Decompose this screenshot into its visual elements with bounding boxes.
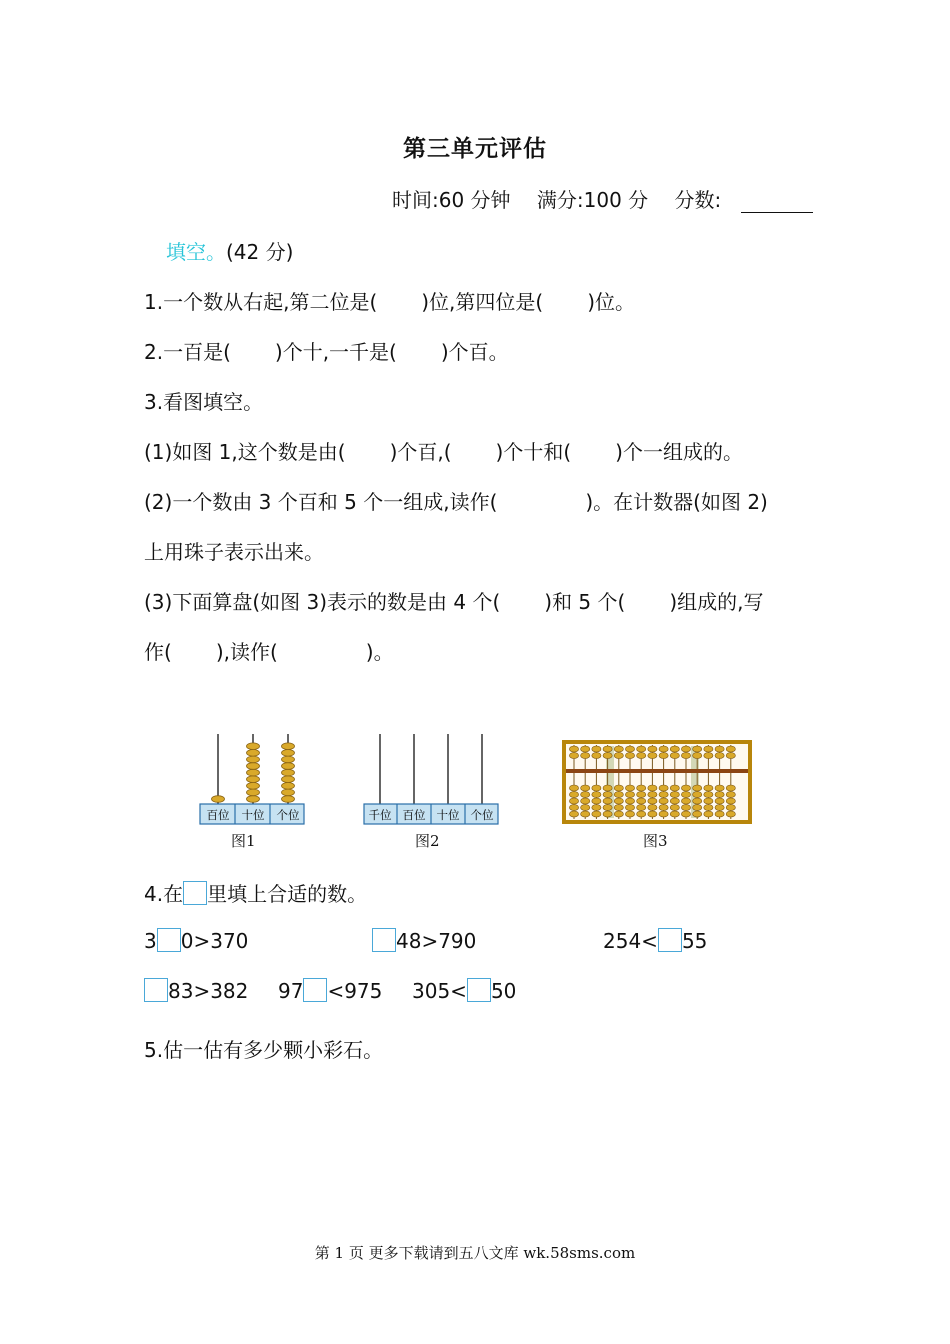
q4-expr-3 [603, 928, 707, 953]
counter-bead [247, 756, 260, 763]
question-3-3 [144, 586, 763, 615]
abacus-bead [581, 746, 590, 752]
abacus-bead [693, 792, 702, 798]
abacus-bead [715, 811, 724, 817]
abacus-bead [581, 811, 590, 817]
abacus-bead [581, 753, 590, 759]
answer-box[interactable] [372, 928, 396, 952]
abacus-bead [637, 798, 646, 804]
counter-bead [282, 769, 295, 776]
counter-bead [282, 789, 295, 796]
label-tens: 十位 [241, 808, 265, 822]
section-points: (42 分) [226, 240, 294, 264]
abacus-bead [614, 785, 623, 791]
q4-expr-2 [372, 928, 476, 953]
abacus-bead [670, 746, 679, 752]
abacus-bead [704, 792, 713, 798]
abacus-bead [637, 785, 646, 791]
abacus-bead [603, 811, 612, 817]
q4-part: 4.在 [144, 882, 184, 906]
q2-part: )个十,一千是( [274, 340, 397, 364]
abacus-bead [648, 805, 657, 811]
abacus-bead [681, 811, 690, 817]
q4-expr-5 [278, 978, 382, 1003]
abacus-bead [704, 811, 713, 817]
q3-2-part: )。在计数器(如图 2) [585, 490, 768, 514]
abacus-bead [704, 805, 713, 811]
abacus-bead [614, 746, 623, 752]
q3-3-part: )。 [365, 640, 394, 664]
abacus-bead [681, 792, 690, 798]
counter-bead [282, 750, 295, 757]
abacus-bead [603, 753, 612, 759]
question-4 [144, 878, 367, 907]
q1-part: 1.一个数从右起,第二位是( [144, 290, 378, 314]
abacus-bead [648, 811, 657, 817]
abacus-bead [670, 753, 679, 759]
counter-bead [247, 743, 260, 750]
answer-box[interactable] [144, 978, 168, 1002]
abacus-bead [625, 805, 634, 811]
abacus-bead [670, 785, 679, 791]
abacus-bead [592, 792, 601, 798]
answer-box[interactable] [157, 928, 181, 952]
score-label: 分数: [674, 188, 722, 212]
label-thousands: 千位 [368, 808, 392, 822]
abacus-bead [648, 746, 657, 752]
figure-2-counter [362, 730, 502, 830]
question-3-3-cont [144, 636, 394, 665]
counter-bead [282, 783, 295, 790]
abacus-bead [569, 798, 578, 804]
abacus-bead [603, 792, 612, 798]
abacus-bead [569, 785, 578, 791]
abacus-bead [693, 785, 702, 791]
abacus-bead [614, 792, 623, 798]
question-3-1 [144, 436, 743, 465]
q4-part: 里填上合适的数。 [207, 882, 368, 906]
q3-1-part: (1)如图 1,这个数是由( [144, 440, 346, 464]
counter-bead [247, 750, 260, 757]
abacus-bead [659, 798, 668, 804]
answer-box[interactable] [658, 928, 682, 952]
label-hundreds: 百位 [402, 808, 426, 822]
abacus-bead [592, 785, 601, 791]
abacus-bead [637, 805, 646, 811]
label-ones: 个位 [276, 808, 300, 822]
abacus-bead [726, 811, 735, 817]
expr-text: 97 [278, 979, 304, 1003]
abacus-bead [704, 746, 713, 752]
answer-box[interactable] [467, 978, 491, 1002]
abacus-bead [614, 753, 623, 759]
expr-text: 254< [603, 929, 658, 953]
abacus-bead [659, 792, 668, 798]
abacus-bead [569, 746, 578, 752]
score-blank[interactable] [741, 190, 813, 213]
abacus-bead [569, 753, 578, 759]
counter-bead [247, 776, 260, 783]
abacus-bead [681, 746, 690, 752]
abacus-bead [726, 753, 735, 759]
abacus-bead [670, 811, 679, 817]
abacus-bead [592, 811, 601, 817]
abacus-bead [726, 792, 735, 798]
label-hundreds: 百位 [206, 808, 230, 822]
q4-expr-1 [144, 928, 248, 953]
abacus-bead [603, 785, 612, 791]
abacus-bead [693, 805, 702, 811]
abacus-bead [637, 792, 646, 798]
q3-3-part: ),读作( [215, 640, 278, 664]
question-3-2-cont: 上用珠子表示出来。 [144, 540, 324, 564]
expr-text: 48>790 [396, 929, 477, 953]
abacus-bead [592, 746, 601, 752]
abacus-bead [648, 798, 657, 804]
q3-1-part: )个百,( [389, 440, 452, 464]
counter-bead [247, 763, 260, 770]
abacus-bead [603, 805, 612, 811]
abacus-bead [569, 792, 578, 798]
answer-box[interactable] [303, 978, 327, 1002]
section-heading [166, 236, 293, 265]
abacus-bead [581, 805, 590, 811]
q3-3-part: )和 5 个( [544, 590, 626, 614]
abacus-bead [637, 811, 646, 817]
abacus-bead [581, 785, 590, 791]
abacus-bead [693, 798, 702, 804]
abacus-bead [726, 746, 735, 752]
counter-bead [282, 776, 295, 783]
question-5: 5.估一估有多少颗小彩石。 [144, 1038, 384, 1062]
abacus-bead [625, 811, 634, 817]
abacus-bead [592, 753, 601, 759]
abacus-bead [637, 753, 646, 759]
q4-expr-4 [144, 978, 248, 1003]
abacus-bead [659, 785, 668, 791]
abacus-bead [659, 805, 668, 811]
abacus-bead [704, 785, 713, 791]
abacus-bead [603, 798, 612, 804]
abacus-bead [681, 785, 690, 791]
abacus-bead [603, 746, 612, 752]
page-footer: 第 1 页 更多下载请到五八文库 wk.58sms.com [314, 1244, 636, 1262]
abacus-bead [592, 798, 601, 804]
figure-3-abacus [562, 740, 752, 824]
question-3: 3.看图填空。 [144, 390, 264, 414]
counter-bead [282, 796, 295, 803]
counter-bead [247, 783, 260, 790]
abacus-bead [726, 798, 735, 804]
q3-3-part: )组成的,写 [669, 590, 764, 614]
abacus-bead [715, 785, 724, 791]
figure-3-caption: 图3 [643, 832, 668, 850]
expr-text: 83>382 [168, 979, 249, 1003]
abacus-bead [715, 798, 724, 804]
abacus-bead [670, 792, 679, 798]
abacus-bead [625, 753, 634, 759]
q1-part: )位,第四位是( [421, 290, 544, 314]
full-score: 满分:100 分 [536, 188, 649, 212]
q2-part: )个百。 [440, 340, 509, 364]
abacus-bead [681, 805, 690, 811]
abacus-bead [637, 746, 646, 752]
section-label: 填空。 [166, 240, 226, 264]
q3-2-part: (2)一个数由 3 个百和 5 个一组成,读作( [144, 490, 498, 514]
abacus-bead [726, 805, 735, 811]
q4-expr-6 [412, 978, 516, 1003]
figure-2-caption: 图2 [415, 832, 440, 850]
q3-1-part: )个十和( [495, 440, 572, 464]
abacus-bead [581, 798, 590, 804]
expr-text: 3 [144, 929, 157, 953]
expr-text: 55 [681, 929, 708, 953]
abacus-bead [715, 792, 724, 798]
expr-text: <975 [327, 979, 383, 1003]
abacus-bead [715, 746, 724, 752]
q3-3-part: (3)下面算盘(如图 3)表示的数是由 4 个( [144, 590, 501, 614]
q3-3-part: 作( [144, 640, 172, 664]
counter-bead [247, 789, 260, 796]
question-1 [144, 286, 635, 315]
expr-text: 305< [412, 979, 467, 1003]
abacus-bead [625, 792, 634, 798]
q3-1-part: )个一组成的。 [615, 440, 743, 464]
abacus-bead [569, 805, 578, 811]
figure-1-caption: 图1 [231, 832, 256, 850]
q2-part: 2.一百是( [144, 340, 231, 364]
abacus-bead [592, 805, 601, 811]
abacus-bead [625, 798, 634, 804]
question-3-2 [144, 486, 768, 515]
abacus-bead [681, 798, 690, 804]
abacus-bead [659, 753, 668, 759]
abacus-bead [693, 746, 702, 752]
q1-part: )位。 [587, 290, 636, 314]
abacus-bead [625, 785, 634, 791]
abacus-bead [704, 753, 713, 759]
abacus-bead [614, 805, 623, 811]
question-2 [144, 336, 509, 365]
abacus-bead [648, 785, 657, 791]
abacus-bead [670, 798, 679, 804]
abacus-bead [659, 746, 668, 752]
abacus-bead [659, 811, 668, 817]
abacus-bead [569, 811, 578, 817]
figure-1-counter [198, 730, 308, 830]
page-title: 第三单元评估 [403, 135, 547, 162]
exam-meta [392, 184, 813, 213]
abacus-bead [625, 746, 634, 752]
abacus-bead [726, 785, 735, 791]
abacus-bead [715, 805, 724, 811]
abacus-bead [670, 805, 679, 811]
counter-bead [247, 769, 260, 776]
label-ones: 个位 [470, 808, 494, 822]
label-tens: 十位 [436, 808, 460, 822]
abacus-bead [614, 811, 623, 817]
abacus-bead [581, 792, 590, 798]
counter-bead [282, 756, 295, 763]
counter-bead [282, 763, 295, 770]
counter-bead [282, 743, 295, 750]
abacus-bead [715, 753, 724, 759]
expr-text: 0>370 [180, 929, 249, 953]
counter-bead [212, 796, 225, 803]
answer-box-example [183, 881, 207, 905]
abacus-bead [693, 753, 702, 759]
abacus-bead [648, 753, 657, 759]
expr-text: 50 [490, 979, 517, 1003]
abacus-bead [648, 792, 657, 798]
time-limit: 时间:60 分钟 [392, 188, 511, 212]
abacus-beam [566, 769, 748, 773]
abacus-bead [614, 798, 623, 804]
abacus-bead [681, 753, 690, 759]
counter-bead [247, 796, 260, 803]
abacus-bead [693, 811, 702, 817]
abacus-bead [704, 798, 713, 804]
